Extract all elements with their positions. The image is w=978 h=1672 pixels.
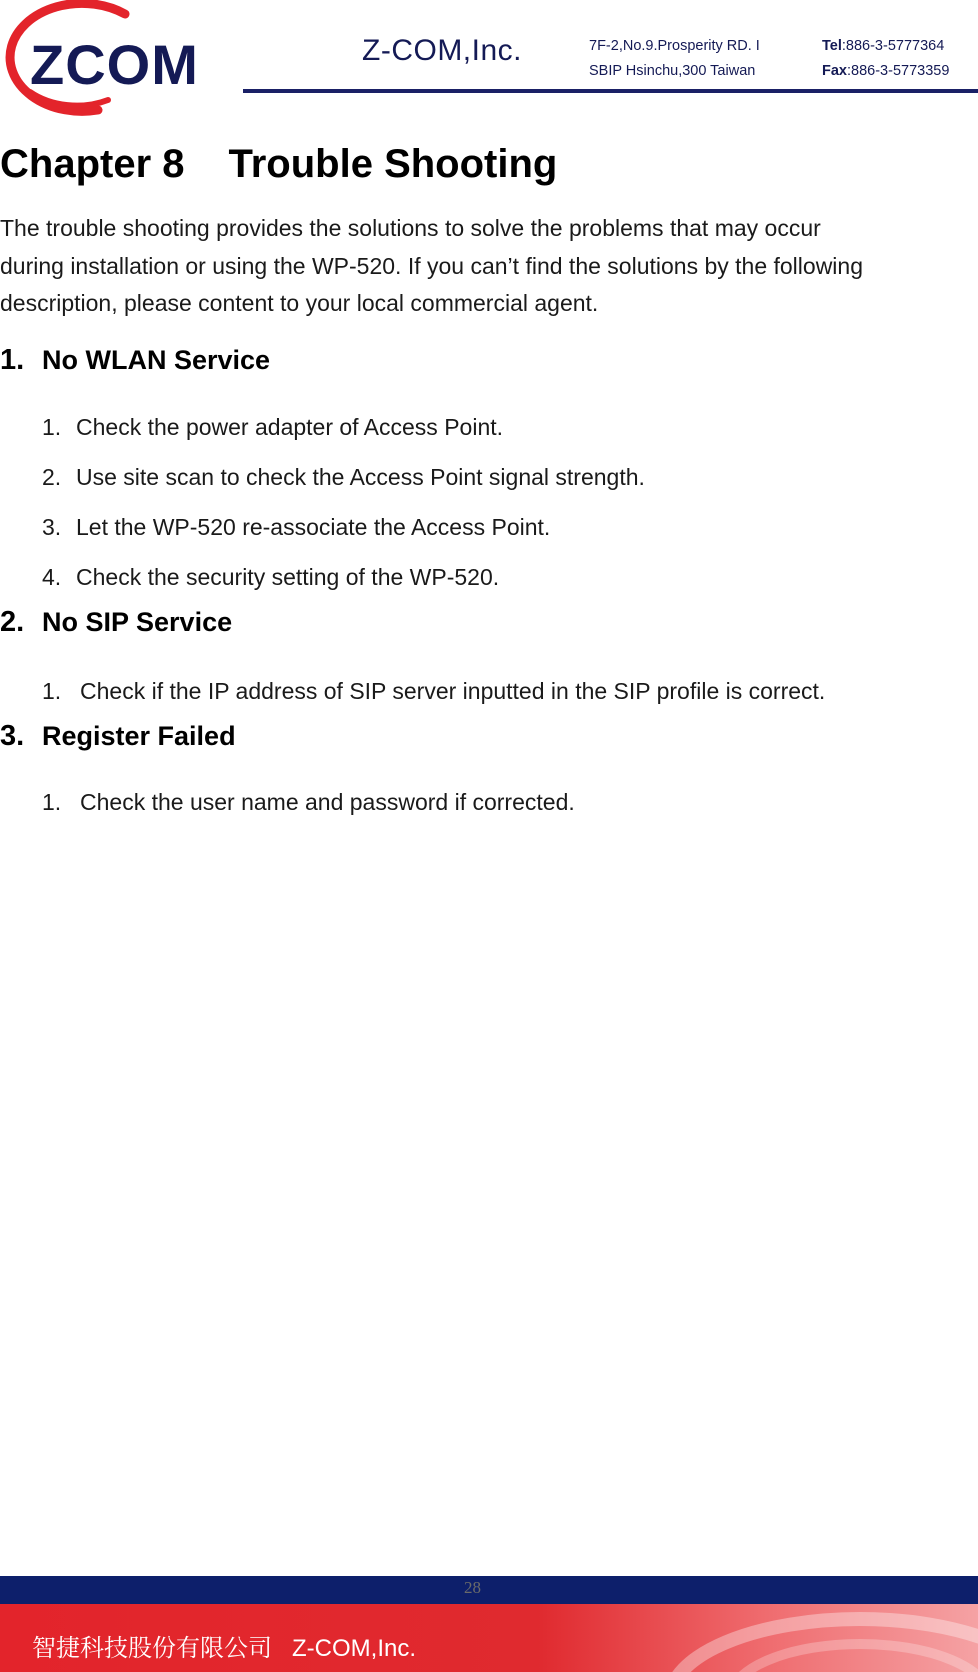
chapter-title bbox=[0, 142, 557, 187]
company-name: Z-COM,Inc. bbox=[362, 34, 522, 67]
list-item-number: 1. bbox=[42, 678, 62, 704]
fax-label: Fax bbox=[822, 63, 847, 79]
svg-text:ZCOM: ZCOM bbox=[30, 33, 199, 96]
list-item-text: Check the security setting of the WP-520. bbox=[76, 564, 500, 590]
section-number: 2. bbox=[0, 606, 25, 638]
section-title: Register Failed bbox=[42, 721, 236, 751]
section-heading bbox=[0, 720, 236, 753]
list-item-text: Use site scan to check the Access Point signal strength. bbox=[76, 464, 645, 490]
list-item bbox=[42, 464, 645, 491]
list-item bbox=[42, 514, 550, 541]
list-item bbox=[42, 678, 825, 705]
header-divider bbox=[243, 89, 978, 93]
intro-line-3: description, please content to your local commercial agent. bbox=[0, 290, 599, 316]
address-line-2: SBIP Hsinchu,300 Taiwan bbox=[589, 63, 756, 79]
chapter-number: Chapter 8 bbox=[0, 142, 185, 186]
footer-chinese-name: 智捷科技股份有限公司 bbox=[32, 1635, 272, 1662]
address-line-1: 7F-2,No.9.Prosperity RD. I bbox=[589, 38, 760, 54]
section-title: No WLAN Service bbox=[42, 345, 271, 375]
list-item-number: 1. bbox=[42, 789, 62, 815]
list-item-number: 4. bbox=[42, 564, 62, 590]
footer-company bbox=[32, 1628, 416, 1663]
company-address bbox=[589, 34, 760, 84]
intro-line-1: The trouble shooting provides the solutions to solve the problems that may occur bbox=[0, 215, 821, 241]
fax-line: Fax:886-3-5773359 bbox=[822, 63, 950, 79]
section-number: 3. bbox=[0, 720, 25, 752]
list-item-text: Check the user name and password if corrected. bbox=[80, 789, 575, 815]
footer-company-name: Z-COM,Inc. bbox=[292, 1635, 416, 1662]
list-item-text: Check if the IP address of SIP server inputted in the SIP profile is correct. bbox=[80, 678, 826, 704]
list-item bbox=[42, 789, 575, 816]
list-item bbox=[42, 414, 503, 441]
list-item bbox=[42, 564, 499, 591]
chapter-intro bbox=[0, 210, 960, 323]
zcom-logo bbox=[0, 0, 245, 118]
section-heading bbox=[0, 606, 232, 639]
fax-value: 886-3-5773359 bbox=[851, 63, 950, 79]
company-contact bbox=[822, 34, 949, 84]
list-item-text: Let the WP-520 re-associate the Access Point. bbox=[76, 514, 551, 540]
list-item-text: Check the power adapter of Access Point. bbox=[76, 414, 504, 440]
tel-line: Tel:886-3-5777364 bbox=[822, 38, 945, 54]
page-number: 28 bbox=[464, 1578, 481, 1597]
list-item-number: 3. bbox=[42, 514, 62, 540]
chapter-name: Trouble Shooting bbox=[228, 142, 558, 186]
tel-value: 886-3-5777364 bbox=[845, 38, 945, 54]
tel-label: Tel bbox=[822, 38, 842, 54]
section-number: 1. bbox=[0, 344, 25, 376]
intro-line-2: during installation or using the WP-520. If you can’t find the solutions by the following bbox=[0, 252, 863, 279]
section-heading bbox=[0, 344, 270, 377]
list-item-number: 2. bbox=[42, 464, 62, 490]
page-header bbox=[0, 0, 978, 120]
list-item-number: 1. bbox=[42, 414, 62, 440]
section-title: No SIP Service bbox=[42, 607, 233, 637]
